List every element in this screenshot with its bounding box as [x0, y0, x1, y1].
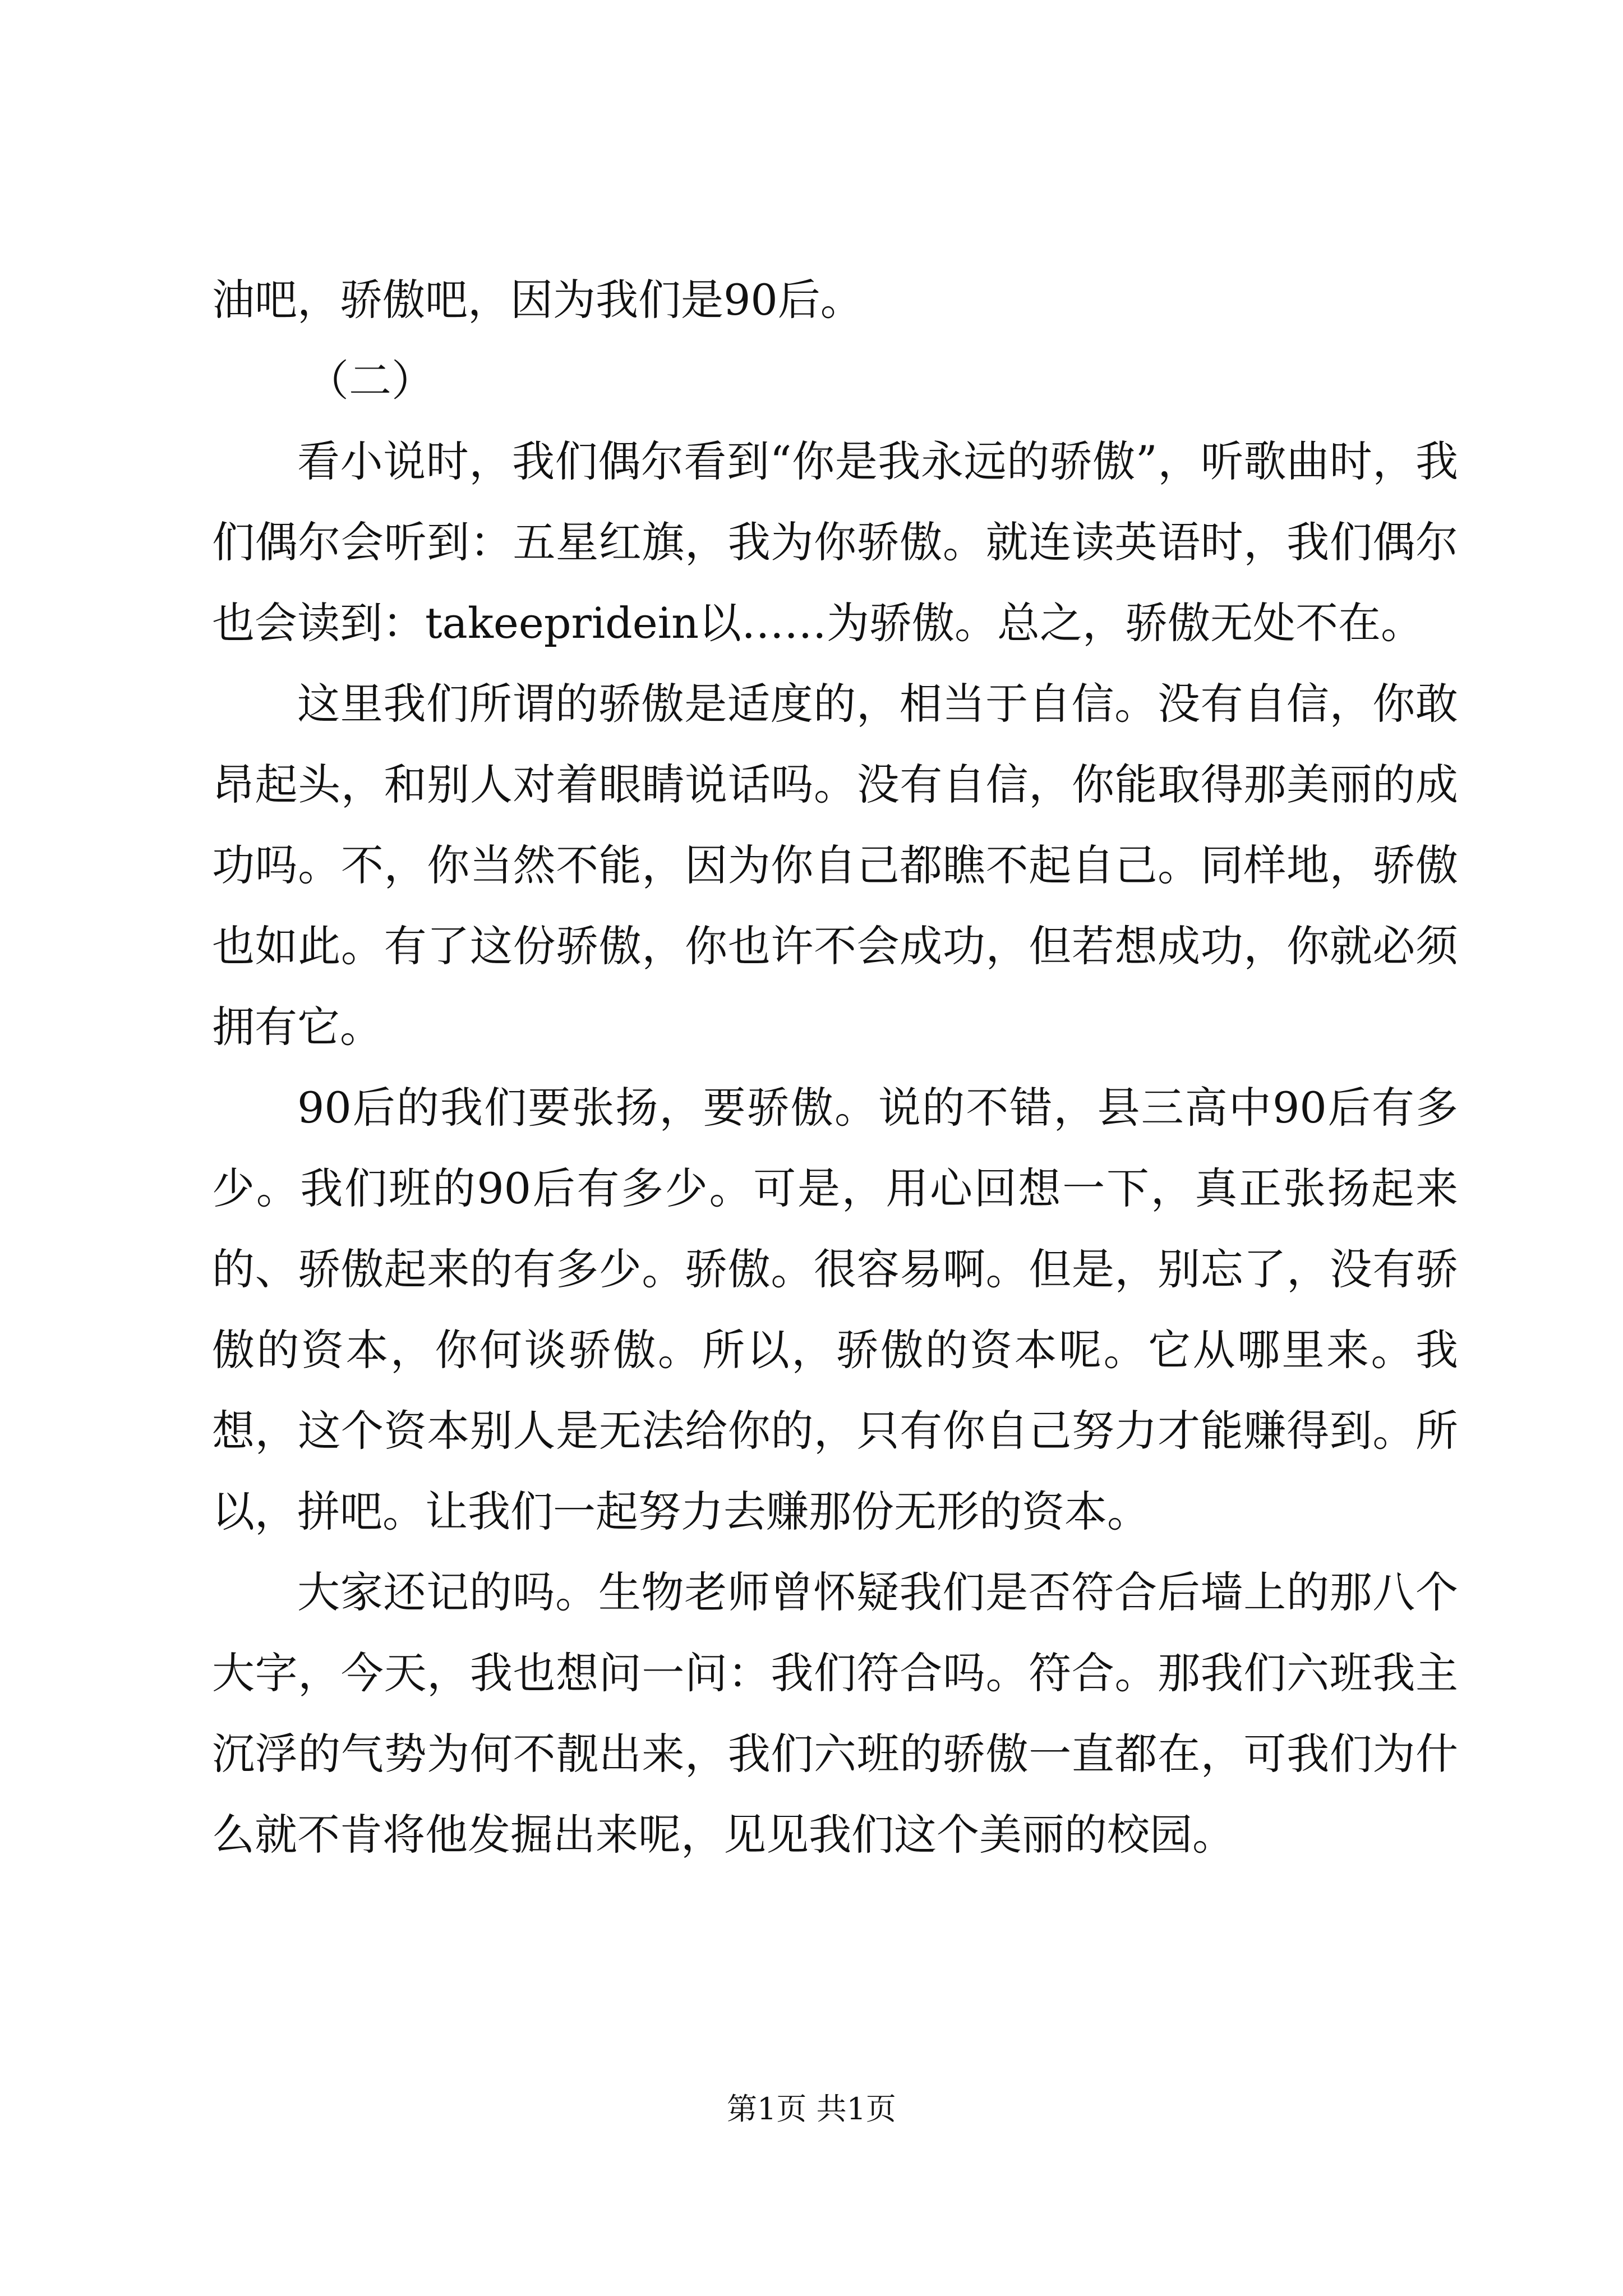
paragraph-continuation: 油吧，骄傲吧，因为我们是90后。 — [212, 275, 863, 325]
paragraph-3: 90后的我们要张扬，要骄傲。说的不错，县三高中90后有多少。我们班的90后有多少。可是，用心回想一下，真正张扬起来的、骄傲起来的有多少。骄傲。很容易啊。但是，别忘了，没有骄傲的资本，你何谈骄傲。所以，骄傲的资本呢。它从哪里来。我想，这个资本别人是无法给你的，只有你自己努力才能赚得到。所以，拼吧。让我们一起努力去赚那份无形的资本。 — [212, 1083, 1458, 1536]
paragraph-1: 看小说时，我们偶尔看到“你是我永远的骄傲”，听歌曲时，我们偶尔会听到：五星红旗，我为你骄傲。就连读英语时，我们偶尔也会读到：takeepridein以……为骄傲。总之，骄傲无处不在。 — [212, 436, 1458, 648]
section-heading: （二） — [306, 356, 434, 406]
page-footer — [0, 2090, 1623, 2129]
paragraph-2: 这里我们所谓的骄傲是适度的，相当于自信。没有自信，你敢昂起头，和别人对着眼睛说话吗。没有自信，你能取得那美丽的成功吗。不，你当然不能，因为你自己都瞧不起自己。同样地，骄傲也如此。有了这份骄傲，你也许不会成功，但若想成功，你就必须拥有它。 — [212, 679, 1458, 1052]
paragraph-4: 大家还记的吗。生物老师曾怀疑我们是否符合后墙上的那八个大字，今天，我也想问一问：我们符合吗。符合。那我们六班我主沉浮的气势为何不靓出来，我们六班的骄傲一直都在，可我们为什么就不肯将他发掘出来呢，见见我们这个美丽的校园。 — [212, 1567, 1458, 1860]
document-body — [212, 260, 1458, 1875]
page-number-label: 第1页 共1页 — [727, 2091, 896, 2127]
